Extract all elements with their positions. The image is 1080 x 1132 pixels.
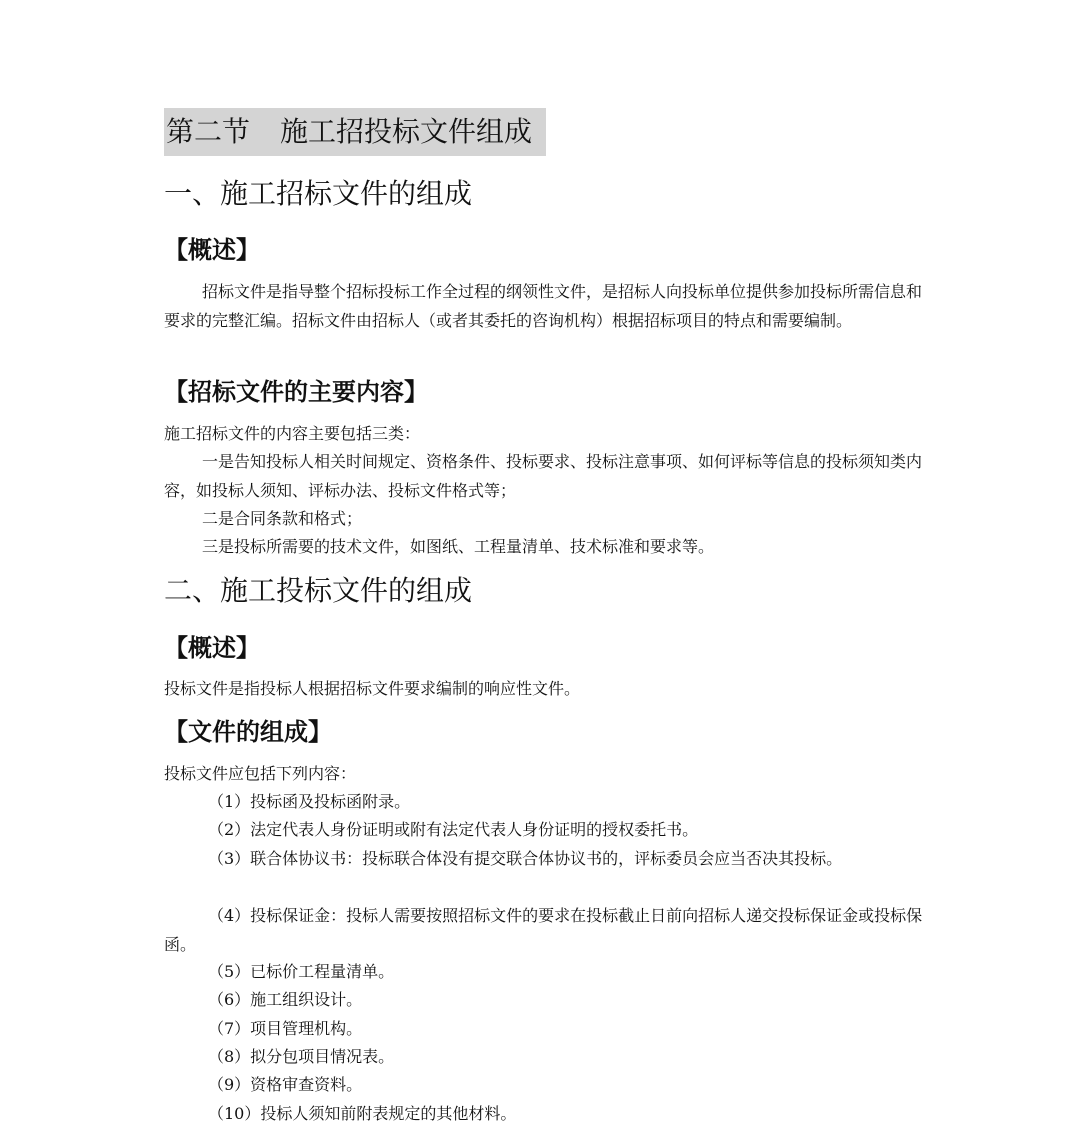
section-number: 第二节	[166, 115, 251, 148]
part1-overview-label: 【概述】	[164, 235, 260, 264]
section-title-block	[164, 108, 924, 156]
part1-content-item: 一是告知投标人相关时间规定、资格条件、投标要求、投标注意事项、如何评标等信息的投标须知类内容，如投标人须知、评标办法、投标文件格式等；	[164, 452, 923, 500]
part2-item: （7）项目管理机构。	[208, 1019, 363, 1038]
part2-overview-label: 【概述】	[164, 633, 260, 662]
part1-heading: 一、施工招标文件的组成	[164, 177, 473, 210]
part2-overview-text: 投标文件是指投标人根据招标文件要求编制的响应性文件。	[164, 679, 581, 698]
part1-content-item: 三是投标所需要的技术文件，如图纸、工程量清单、技术标准和要求等。	[202, 537, 715, 556]
part2-item: （8）拟分包项目情况表。	[208, 1047, 395, 1066]
part2-item: （4）投标保证金：投标人需要按照招标文件的要求在投标截止日前向招标人递交投标保证金或投标保函。	[164, 906, 923, 954]
part1-content-label: 【招标文件的主要内容】	[164, 377, 428, 406]
part2-heading: 二、施工投标文件的组成	[164, 574, 473, 607]
part2-item: （9）资格审查资料。	[208, 1075, 363, 1094]
part2-composition-intro: 投标文件应包括下列内容：	[164, 764, 357, 783]
part1-overview-text: 招标文件是指导整个招标投标工作全过程的纲领性文件，是招标人向投标单位提供参加投标所需信息和要求的完整汇编。招标文件由招标人（或者其委托的咨询机构）根据招标项目的特点和需要编制。	[164, 282, 923, 330]
part2-item: （5）已标价工程量清单。	[208, 962, 395, 981]
section-title-text: 施工招投标文件组成	[280, 115, 533, 148]
part2-item: （2）法定代表人身份证明或附有法定代表人身份证明的授权委托书。	[208, 820, 699, 839]
part2-composition-label: 【文件的组成】	[164, 717, 332, 746]
section-title	[164, 108, 546, 156]
part2-item: （1）投标函及投标函附录。	[208, 792, 411, 811]
part2-item: （10）投标人须知前附表规定的其他材料。	[208, 1104, 517, 1123]
part1-content-item: 二是合同条款和格式；	[202, 509, 363, 528]
part1-content-intro: 施工招标文件的内容主要包括三类：	[164, 424, 421, 443]
part2-item: （6）施工组织设计。	[208, 990, 363, 1009]
part2-item: （3）联合体协议书：投标联合体没有提交联合体协议书的，评标委员会应当否决其投标。	[208, 849, 843, 868]
